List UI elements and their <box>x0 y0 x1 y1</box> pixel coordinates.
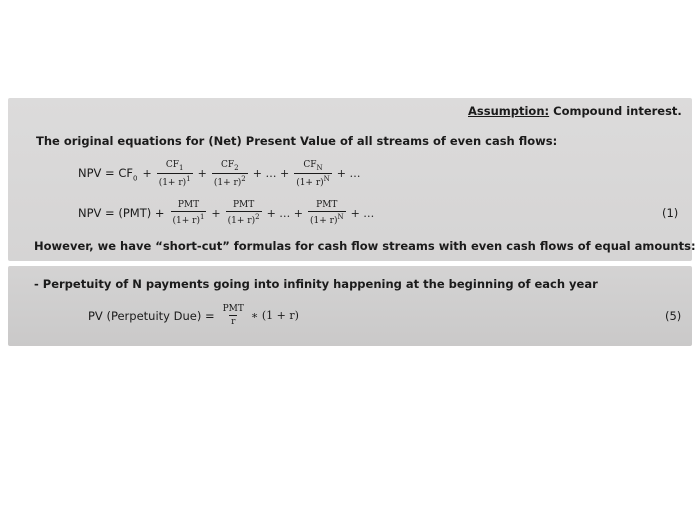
eq5-fraction: $\frac{\text{PMT}}{r}$ <box>222 304 244 327</box>
eq2-plus: + <box>211 206 221 220</box>
npv-equation-pmt <box>78 200 376 226</box>
eq2-ellipsis: + … + <box>266 206 303 220</box>
assumption-label: Assumption: <box>468 104 550 118</box>
eq1-tail: + … <box>336 167 361 181</box>
eq2-fraction-1: $\frac{\text{PMT}}{(1+ r)^1}$ <box>172 200 205 226</box>
eq1-fraction-2: $\frac{CF_2}{(1+ r)^2}$ <box>213 160 246 188</box>
eq1-plus-2: + <box>197 167 207 181</box>
npv-equation-general <box>78 160 362 188</box>
assumption-text: Compound interest. <box>549 104 682 118</box>
eq1-fraction-1: $\frac{CF_1}{(1+ r)^1}$ <box>158 160 191 188</box>
eq1-lhs: NPV = $CF_0$ <box>78 165 138 183</box>
eq5-lhs: PV (Perpetuity Due) = <box>88 308 215 323</box>
eq2-fraction-2: $\frac{\text{PMT}}{(1+ r)^2}$ <box>227 200 260 226</box>
eq1-plus: + <box>142 167 152 181</box>
however-text: However, we have “short-cut” formulas for cash flow streams with even cash flows of equal amounts: <box>34 239 696 253</box>
eq2-fraction-n: $\frac{\text{PMT}}{(1+ r)^N}$ <box>310 200 344 226</box>
eq2-lhs: NPV = (PMT) + <box>78 206 165 220</box>
perpetuity-due-equation <box>88 304 301 327</box>
intro-text: The original equations for (Net) Present Value of all streams of even cash flows: <box>36 134 558 148</box>
equation-number-5: (5) <box>665 309 682 323</box>
eq5-rhs: ∗ (1 + r) <box>250 309 299 322</box>
equation-number-1: (1) <box>662 206 679 220</box>
perpetuity-bullet: - Perpetuity of N payments going into infinity happening at the beginning of each year <box>34 277 598 291</box>
assumption-line <box>468 104 682 118</box>
eq2-tail: + … <box>350 206 375 220</box>
eq1-ellipsis: + … + <box>252 167 290 181</box>
eq1-fraction-n: $\frac{CF_N}{(1+ r)^N}$ <box>296 160 330 188</box>
